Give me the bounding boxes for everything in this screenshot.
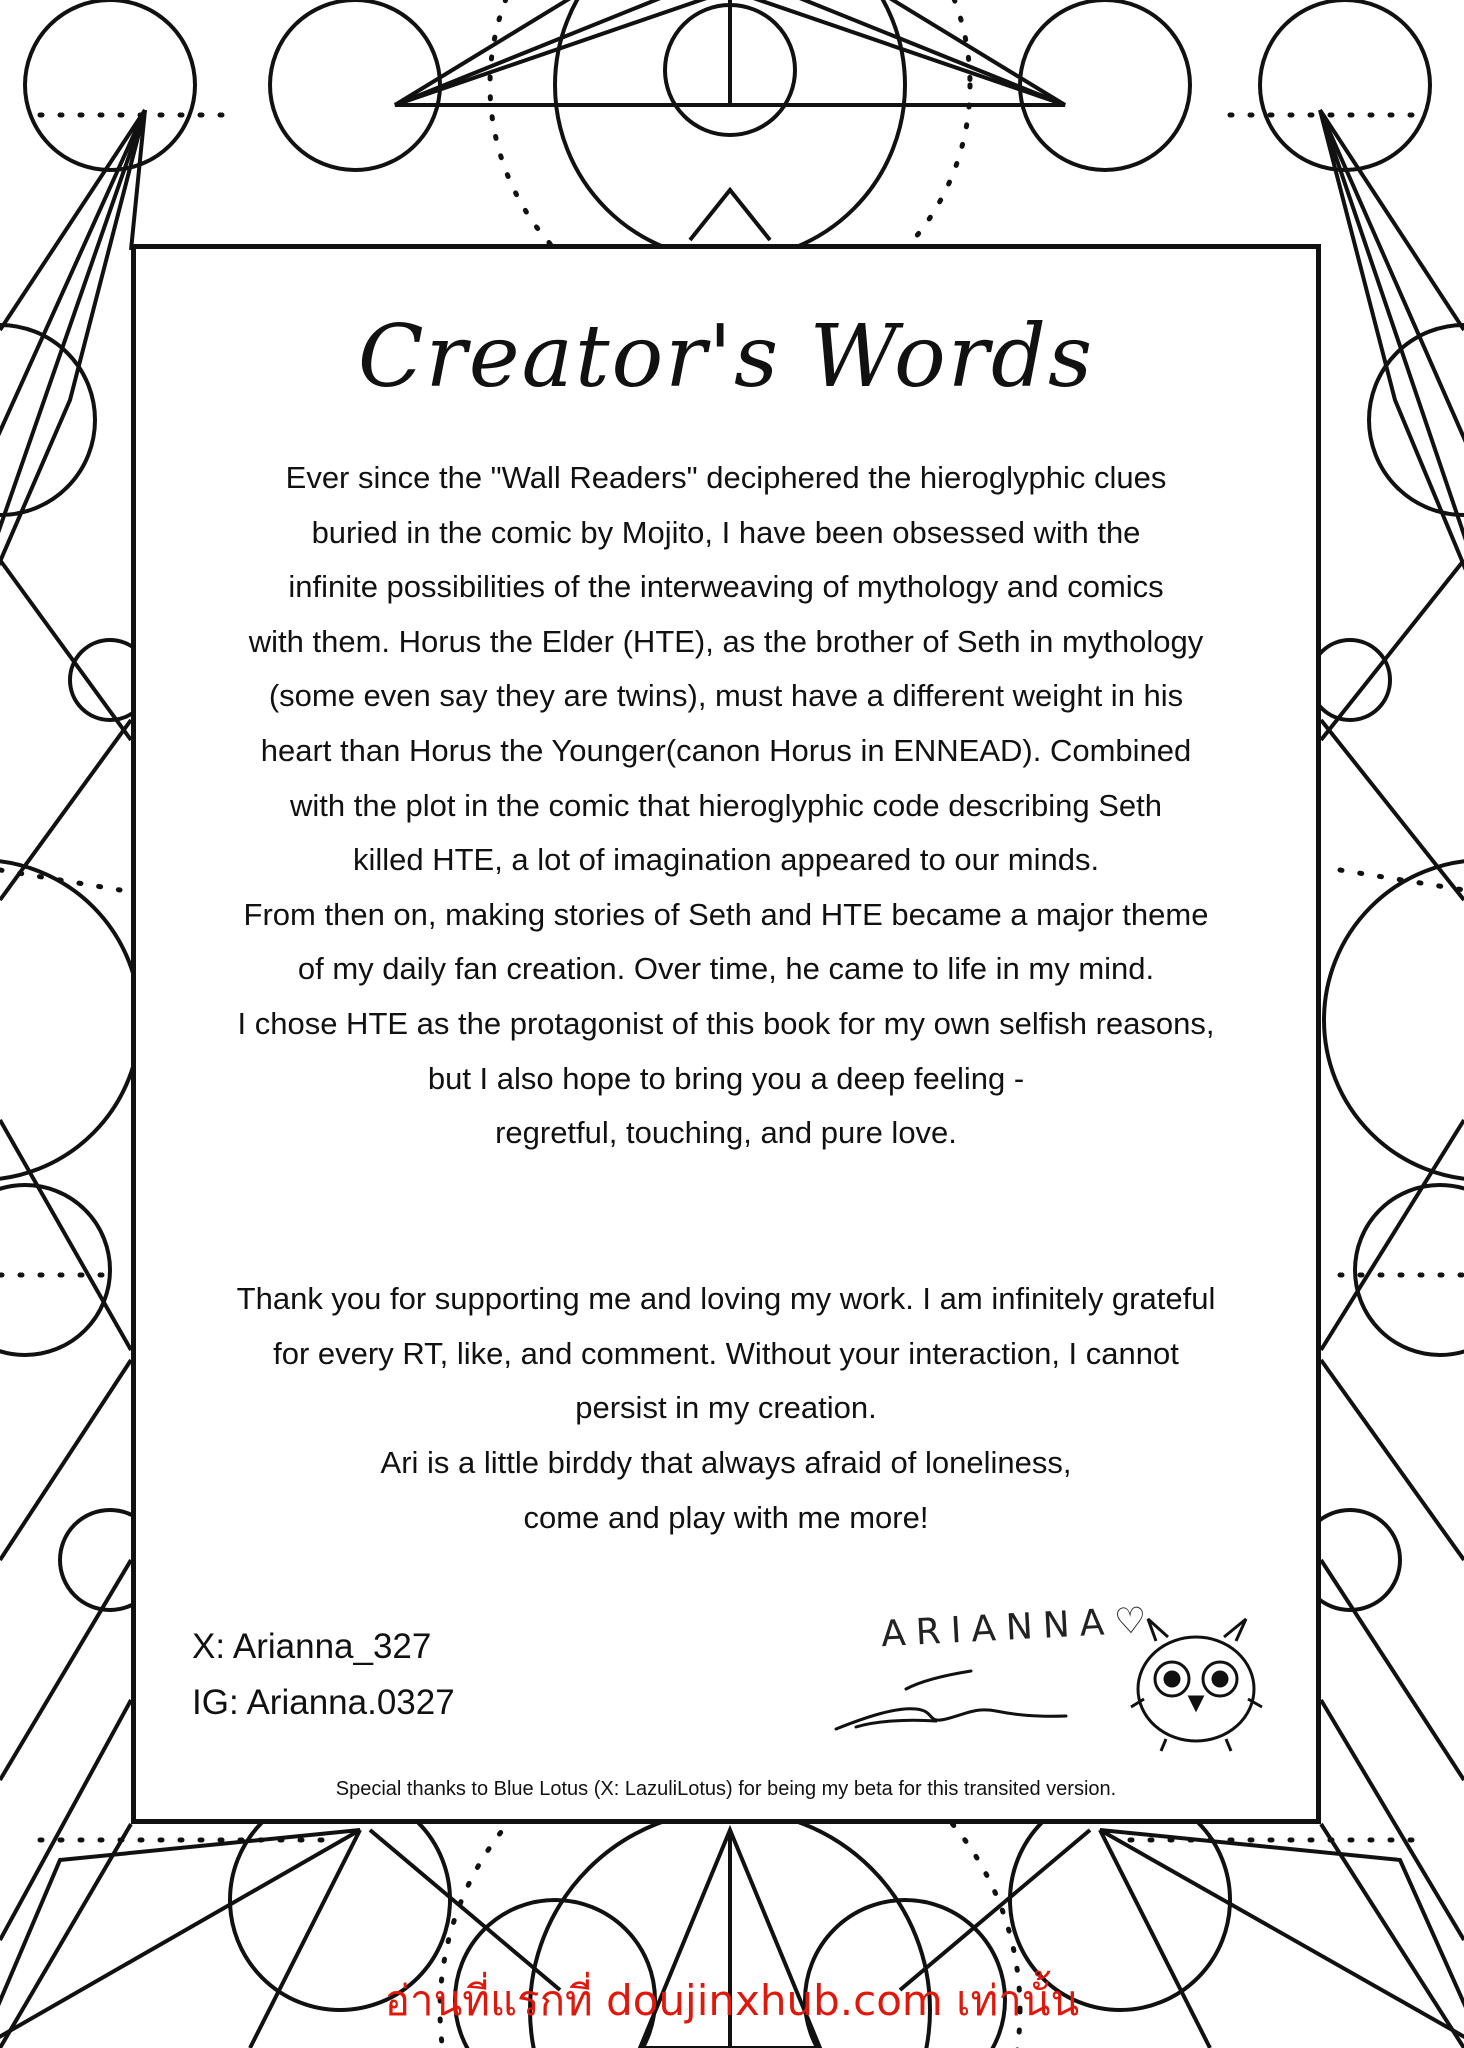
body-line: of my daily fan creation. Over time, he came to life in my mind. (297, 951, 1155, 987)
social-handles (192, 1619, 455, 1731)
body-line: buried in the comic by Mojito, I have been obsessed with the (311, 514, 1141, 550)
body-line: killed HTE, a lot of imagination appeared to our minds. (352, 842, 1100, 878)
footer-note: Special thanks to Blue Lotus (X: LazuliLotus) for being my beta for this transited version. (335, 1778, 1117, 1800)
watermark-text: อ่านที่แรกที่ doujinxhub.com เท่านั้น (384, 1976, 1080, 2025)
body-paragraph (156, 451, 1296, 1161)
thanks-paragraph (156, 1272, 1296, 1436)
thanks-line: persist in my creation. (575, 1390, 877, 1426)
page-heading: Creator's Words (357, 307, 1095, 407)
creator-words-panel (131, 244, 1321, 1824)
body-line: with the plot in the comic that hieroglyphic code describing Seth (290, 787, 1162, 823)
instagram-handle: IG: Arianna.0327 (192, 1683, 455, 1722)
body-line: From then on, making stories of Seth and HTE became a major theme (243, 896, 1209, 932)
body-line: heart than Horus the Younger(canon Horus in ENNEAD). Combined (260, 732, 1192, 768)
birdy-line: Ari is a little birddy that always afraid of loneliness, (380, 1445, 1072, 1480)
body-line: with them. Horus the Elder (HTE), as the brother of Seth in mythology (248, 623, 1204, 659)
owl-bird-doodle (1131, 1619, 1262, 1751)
x-handle: X: Arianna_327 (192, 1627, 432, 1666)
signature-drawing (826, 1589, 1296, 1759)
body-line: (some even say they are twins), must have a different weight in his (268, 678, 1184, 714)
body-line: I chose HTE as the protagonist of this book for my own selfish reasons, (237, 1005, 1215, 1041)
signature-text: ARIANNA♡ (880, 1599, 1158, 1656)
body-line: but I also hope to bring you a deep feeling - (427, 1060, 1025, 1096)
body-line: Ever since the "Wall Readers" deciphered the hieroglyphic clues (285, 460, 1167, 495)
thanks-line: Thank you for supporting me and loving my work. I am infinitely grateful (236, 1281, 1216, 1316)
body-line: infinite possibilities of the interweaving of mythology and comics (288, 569, 1164, 605)
thanks-line: for every RT, like, and comment. Without your interaction, I cannot (273, 1335, 1179, 1371)
birdy-line: come and play with me more! (523, 1499, 929, 1535)
body-line: regretful, touching, and pure love. (495, 1115, 957, 1151)
birdy-paragraph (156, 1436, 1296, 1545)
